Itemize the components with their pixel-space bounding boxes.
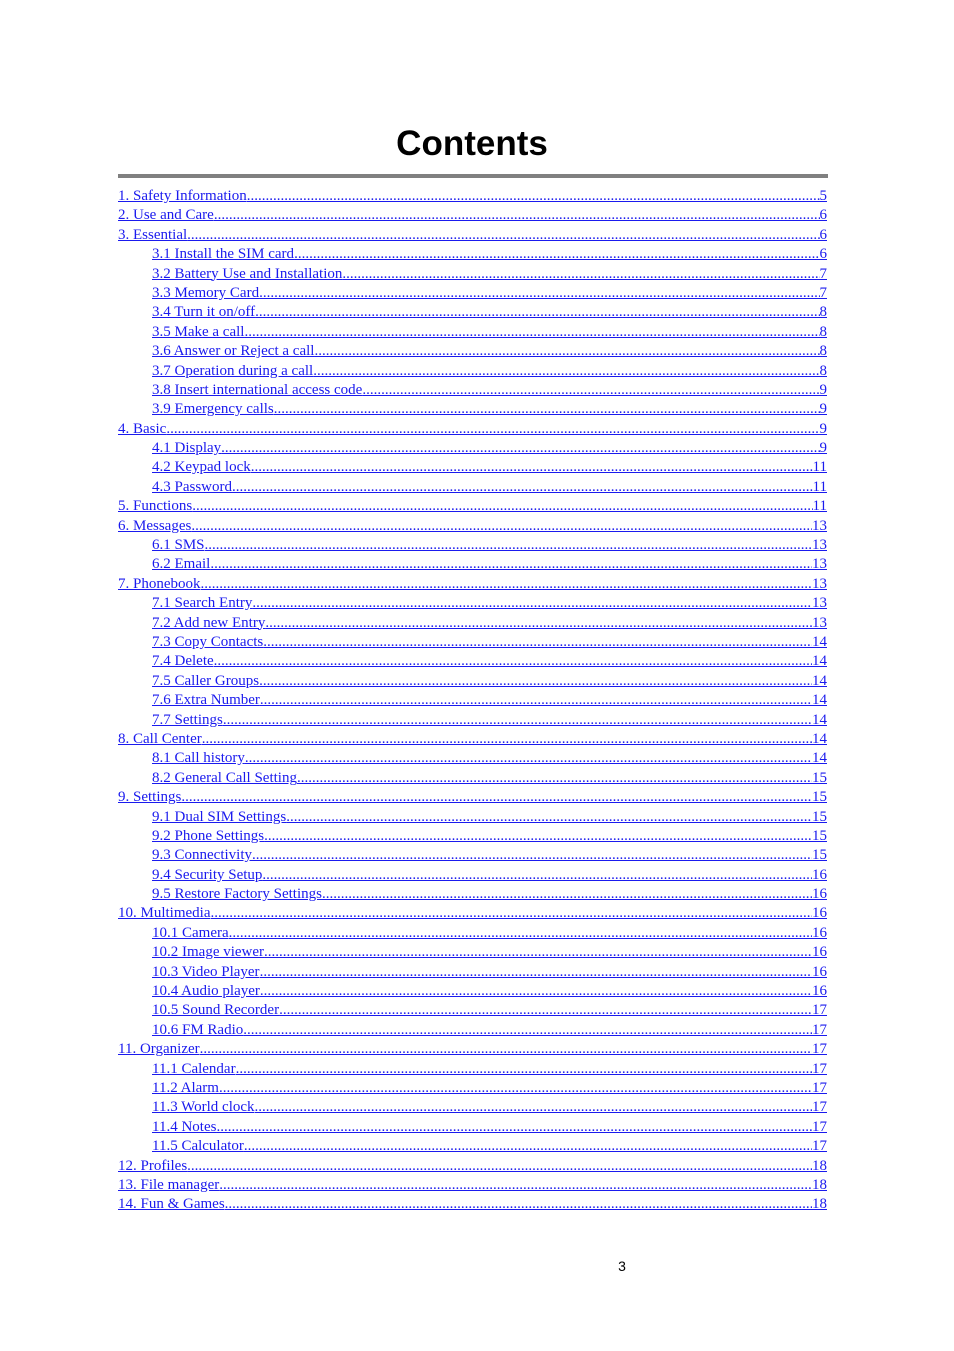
toc-entry-label: 9.3 Connectivity xyxy=(152,847,252,864)
toc-entry-label: 7.3 Copy Contacts xyxy=(152,633,264,650)
toc-entry-page-number: 16 xyxy=(812,963,827,980)
toc-entry-page-number: 8 xyxy=(819,343,827,360)
toc-entry-label: 10.2 Image viewer xyxy=(152,944,265,961)
toc-entry-page-number: 14 xyxy=(812,653,827,670)
toc-dot-leader xyxy=(247,187,820,206)
toc-entry[interactable] xyxy=(118,206,827,225)
toc-entry-page-number: 14 xyxy=(812,692,827,709)
toc-entry[interactable] xyxy=(118,885,827,904)
toc-dot-leader xyxy=(313,362,819,381)
toc-dot-leader xyxy=(211,904,813,923)
toc-entry-page-number: 13 xyxy=(812,614,827,631)
toc-entry[interactable] xyxy=(118,1040,827,1059)
toc-entry-page-number: 13 xyxy=(812,556,827,573)
toc-entry-label: 7.4 Delete xyxy=(152,653,214,670)
page-number: 3 xyxy=(618,1258,626,1274)
toc-entry-label: 10.3 Video Player xyxy=(152,963,260,980)
toc-entry-page-number: 15 xyxy=(812,827,827,844)
toc-entry-page-number: 9 xyxy=(819,440,827,457)
toc-dot-leader xyxy=(216,1118,812,1137)
toc-entry[interactable] xyxy=(118,303,827,322)
toc-entry[interactable] xyxy=(118,478,827,497)
toc-entry[interactable] xyxy=(118,458,827,477)
toc-entry-label: 1. Safety Information xyxy=(118,188,247,204)
toc-entry-page-number: 16 xyxy=(812,866,827,883)
toc-entry-page-number: 15 xyxy=(812,789,827,806)
toc-entry-label: 4.2 Keypad lock xyxy=(152,459,251,476)
toc-dot-leader xyxy=(279,1001,812,1020)
toc-dot-leader xyxy=(342,265,819,284)
toc-entry-page-number: 11 xyxy=(812,459,827,476)
toc-entry[interactable] xyxy=(118,381,827,400)
toc-dot-leader xyxy=(263,633,812,652)
toc-entry-page-number: 15 xyxy=(812,769,827,786)
toc-entry-page-number: 8 xyxy=(819,304,827,321)
toc-dot-leader xyxy=(214,206,820,225)
toc-entry-page-number: 16 xyxy=(812,924,827,941)
toc-entry[interactable] xyxy=(118,1079,827,1098)
toc-dot-leader xyxy=(232,478,813,497)
toc-dot-leader xyxy=(192,497,812,516)
toc-entry-label: 9.2 Phone Settings xyxy=(152,827,265,844)
toc-entry[interactable] xyxy=(118,1060,827,1079)
toc-entry[interactable] xyxy=(118,808,827,827)
toc-entry[interactable] xyxy=(118,614,827,633)
toc-entry[interactable] xyxy=(118,691,827,710)
toc-entry[interactable] xyxy=(118,226,827,245)
toc-entry-label: 4. Basic xyxy=(118,420,167,437)
toc-entry[interactable] xyxy=(118,982,827,1001)
toc-entry-label: 8.2 General Call Setting xyxy=(152,769,297,786)
toc-entry-page-number: 6 xyxy=(819,226,827,243)
toc-entry[interactable] xyxy=(118,846,827,865)
toc-entry[interactable] xyxy=(118,827,827,846)
toc-dot-leader xyxy=(223,711,812,730)
toc-dot-leader xyxy=(314,342,819,361)
toc-entry-label: 6.1 SMS xyxy=(152,537,205,554)
toc-dot-leader xyxy=(260,982,812,1001)
toc-dot-leader xyxy=(219,1176,812,1195)
toc-dot-leader xyxy=(214,652,812,671)
toc-entry-page-number: 18 xyxy=(812,1176,827,1193)
toc-entry[interactable] xyxy=(118,342,827,361)
toc-entry-page-number: 5 xyxy=(819,188,827,204)
toc-entry-label: 3. Essential xyxy=(118,226,188,243)
toc-dot-leader xyxy=(191,517,812,536)
toc-entry-label: 8. Call Center xyxy=(118,730,202,747)
toc-entry-page-number: 7 xyxy=(819,284,827,301)
toc-entry-page-number: 17 xyxy=(812,1099,827,1116)
toc-dot-leader xyxy=(181,788,812,807)
toc-entry-page-number: 15 xyxy=(812,847,827,864)
toc-entry-label: 9. Settings xyxy=(118,789,182,806)
toc-entry-page-number: 11 xyxy=(812,498,827,515)
toc-entry-page-number: 18 xyxy=(812,1157,827,1174)
toc-dot-leader xyxy=(221,439,819,458)
toc-dot-leader xyxy=(187,226,819,245)
toc-entry-page-number: 17 xyxy=(812,1118,827,1135)
toc-entry-page-number: 17 xyxy=(812,1079,827,1096)
toc-entry-page-number: 11 xyxy=(812,478,827,495)
toc-entry-page-number: 13 xyxy=(812,537,827,554)
toc-dot-leader xyxy=(264,943,812,962)
toc-entry-label: 11.4 Notes xyxy=(152,1118,217,1135)
toc-entry-label: 2. Use and Care xyxy=(118,207,214,224)
toc-dot-leader xyxy=(244,1137,812,1156)
toc-entry-page-number: 6 xyxy=(819,207,827,224)
toc-entry-page-number: 8 xyxy=(819,362,827,379)
toc-dot-leader xyxy=(255,303,819,322)
toc-entry-label: 3.1 Install the SIM card xyxy=(152,246,295,263)
toc-dot-leader xyxy=(252,594,812,613)
toc-entry-label: 5. Functions xyxy=(118,498,193,515)
toc-entry-label: 6. Messages xyxy=(118,517,192,534)
toc-entry-page-number: 6 xyxy=(819,246,827,263)
toc-entry[interactable] xyxy=(118,769,827,788)
toc-entry-page-number: 14 xyxy=(812,750,827,767)
toc-entry-page-number: 17 xyxy=(812,1138,827,1155)
toc-entry-label: 7.1 Search Entry xyxy=(152,595,253,612)
toc-entry-label: 3.9 Emergency calls xyxy=(152,401,274,418)
toc-dot-leader xyxy=(202,730,812,749)
toc-entry-label: 4.3 Password xyxy=(152,478,233,495)
toc-dot-leader xyxy=(244,323,819,342)
toc-entry-page-number: 7 xyxy=(819,265,827,282)
toc-dot-leader xyxy=(262,866,812,885)
toc-entry[interactable] xyxy=(118,1195,827,1214)
page-title: Contents xyxy=(396,124,548,163)
toc-entry-page-number: 14 xyxy=(812,672,827,689)
toc-entry[interactable] xyxy=(118,362,827,381)
toc-dot-leader xyxy=(225,1195,812,1214)
toc-entry-label: 3.6 Answer or Reject a call xyxy=(152,343,315,360)
toc-dot-leader xyxy=(255,1098,812,1117)
toc-entry-page-number: 14 xyxy=(812,633,827,650)
toc-entry[interactable] xyxy=(118,323,827,342)
toc-dot-leader xyxy=(322,885,812,904)
toc-entry[interactable] xyxy=(118,652,827,671)
toc-entry-label: 9.4 Security Setup xyxy=(152,866,263,883)
toc-entry-label: 10. Multimedia xyxy=(118,905,211,922)
toc-entry-page-number: 13 xyxy=(812,575,827,592)
toc-entry-label: 7.2 Add new Entry xyxy=(152,614,266,631)
toc-entry[interactable] xyxy=(118,1098,827,1117)
toc-dot-leader xyxy=(297,769,812,788)
toc-entry-label: 9.1 Dual SIM Settings xyxy=(152,808,287,825)
toc-dot-leader xyxy=(201,575,813,594)
toc-dot-leader xyxy=(243,1021,812,1040)
toc-dot-leader xyxy=(210,555,812,574)
toc-entry-label: 11. Organizer xyxy=(118,1041,200,1058)
toc-dot-leader xyxy=(229,924,812,943)
toc-entry[interactable] xyxy=(118,866,827,885)
toc-dot-leader xyxy=(259,284,819,303)
toc-entry[interactable] xyxy=(118,943,827,962)
toc-entry[interactable] xyxy=(118,439,827,458)
toc-entry-label: 3.8 Insert international access code xyxy=(152,381,363,398)
toc-dot-leader xyxy=(260,691,812,710)
toc-entry-page-number: 15 xyxy=(812,808,827,825)
toc-entry-label: 3.2 Battery Use and Installation xyxy=(152,265,343,282)
toc-entry-label: 14. Fun & Games xyxy=(118,1196,225,1213)
toc-entry-page-number: 16 xyxy=(812,886,827,903)
toc-entry[interactable] xyxy=(118,536,827,555)
toc-entry-label: 10.1 Camera xyxy=(152,924,229,941)
toc-entry[interactable] xyxy=(118,497,827,516)
toc-dot-leader xyxy=(166,420,819,439)
toc-entry-label: 11.1 Calendar xyxy=(152,1060,236,1077)
toc-entry-page-number: 14 xyxy=(812,711,827,728)
toc-dot-leader xyxy=(205,536,812,555)
toc-entry-label: 7.6 Extra Number xyxy=(152,692,260,709)
toc-entry-label: 10.5 Sound Recorder xyxy=(152,1002,280,1019)
toc-dot-leader xyxy=(260,963,812,982)
toc-dot-leader xyxy=(265,614,812,633)
toc-entry-label: 13. File manager xyxy=(118,1176,220,1193)
toc-entry[interactable] xyxy=(118,1157,827,1176)
toc-entry[interactable] xyxy=(118,517,827,536)
toc-dot-leader xyxy=(294,245,819,264)
toc-entry[interactable] xyxy=(118,1118,827,1137)
toc-entry-label: 10.4 Audio player xyxy=(152,983,260,1000)
title-divider xyxy=(118,174,828,178)
toc-entry-label: 10.6 FM Radio xyxy=(152,1021,244,1038)
toc-entry-label: 11.3 World clock xyxy=(152,1099,255,1116)
toc-entry[interactable] xyxy=(118,924,827,943)
toc-dot-leader xyxy=(251,458,813,477)
toc-entry[interactable] xyxy=(118,730,827,749)
toc-entry[interactable] xyxy=(118,633,827,652)
toc-entry[interactable] xyxy=(118,420,827,439)
toc-dot-leader xyxy=(264,827,812,846)
toc-dot-leader xyxy=(252,846,812,865)
toc-entry-label: 11.5 Calculator xyxy=(152,1138,244,1155)
toc-entry-label: 11.2 Alarm xyxy=(152,1079,219,1096)
toc-entry-page-number: 16 xyxy=(812,983,827,1000)
toc-entry-label: 3.7 Operation during a call xyxy=(152,362,314,379)
toc-entry-label: 3.3 Memory Card xyxy=(152,284,260,301)
toc-entry[interactable] xyxy=(118,711,827,730)
toc-entry[interactable] xyxy=(118,1021,827,1040)
table-of-contents xyxy=(118,187,827,1215)
toc-entry-page-number: 17 xyxy=(812,1002,827,1019)
toc-entry-page-number: 9 xyxy=(819,420,827,437)
toc-dot-leader xyxy=(236,1060,812,1079)
toc-entry[interactable] xyxy=(118,245,827,264)
toc-entry-label: 12. Profiles xyxy=(118,1157,188,1174)
toc-entry[interactable] xyxy=(118,265,827,284)
toc-dot-leader xyxy=(274,400,820,419)
toc-entry[interactable] xyxy=(118,187,827,206)
toc-dot-leader xyxy=(200,1040,812,1059)
toc-entry[interactable] xyxy=(118,575,827,594)
toc-entry-label: 7.7 Settings xyxy=(152,711,223,728)
toc-entry[interactable] xyxy=(118,594,827,613)
toc-entry-page-number: 13 xyxy=(812,595,827,612)
toc-entry[interactable] xyxy=(118,904,827,923)
toc-entry-label: 4.1 Display xyxy=(152,440,222,457)
toc-entry-page-number: 9 xyxy=(819,401,827,418)
toc-entry[interactable] xyxy=(118,400,827,419)
toc-entry-page-number: 16 xyxy=(812,905,827,922)
toc-entry-label: 3.5 Make a call xyxy=(152,323,245,340)
toc-dot-leader xyxy=(187,1157,812,1176)
toc-entry-page-number: 16 xyxy=(812,944,827,961)
toc-entry-page-number: 9 xyxy=(819,381,827,398)
toc-entry-page-number: 17 xyxy=(812,1060,827,1077)
toc-dot-leader xyxy=(362,381,819,400)
toc-entry[interactable] xyxy=(118,284,827,303)
toc-entry-label: 7. Phonebook xyxy=(118,575,201,592)
toc-dot-leader xyxy=(245,749,812,768)
toc-entry[interactable] xyxy=(118,1137,827,1156)
toc-entry[interactable] xyxy=(118,672,827,691)
toc-entry[interactable] xyxy=(118,1001,827,1020)
toc-entry-page-number: 18 xyxy=(812,1196,827,1213)
toc-entry-page-number: 17 xyxy=(812,1021,827,1038)
toc-entry-page-number: 13 xyxy=(812,517,827,534)
toc-entry-label: 8.1 Call history xyxy=(152,750,245,767)
toc-entry[interactable] xyxy=(118,788,827,807)
toc-entry-page-number: 14 xyxy=(812,730,827,747)
toc-entry-label: 7.5 Caller Groups xyxy=(152,672,260,689)
toc-entry-label: 9.5 Restore Factory Settings xyxy=(152,886,322,903)
toc-entry[interactable] xyxy=(118,963,827,982)
toc-entry-label: 6.2 Email xyxy=(152,556,211,573)
toc-entry-label: 3.4 Turn it on/off xyxy=(152,304,256,321)
toc-entry[interactable] xyxy=(118,749,827,768)
toc-entry[interactable] xyxy=(118,555,827,574)
toc-dot-leader xyxy=(219,1079,812,1098)
toc-entry[interactable] xyxy=(118,1176,827,1195)
toc-dot-leader xyxy=(259,672,812,691)
toc-entry-page-number: 8 xyxy=(819,323,827,340)
toc-dot-leader xyxy=(286,808,812,827)
toc-entry-page-number: 17 xyxy=(812,1041,827,1058)
